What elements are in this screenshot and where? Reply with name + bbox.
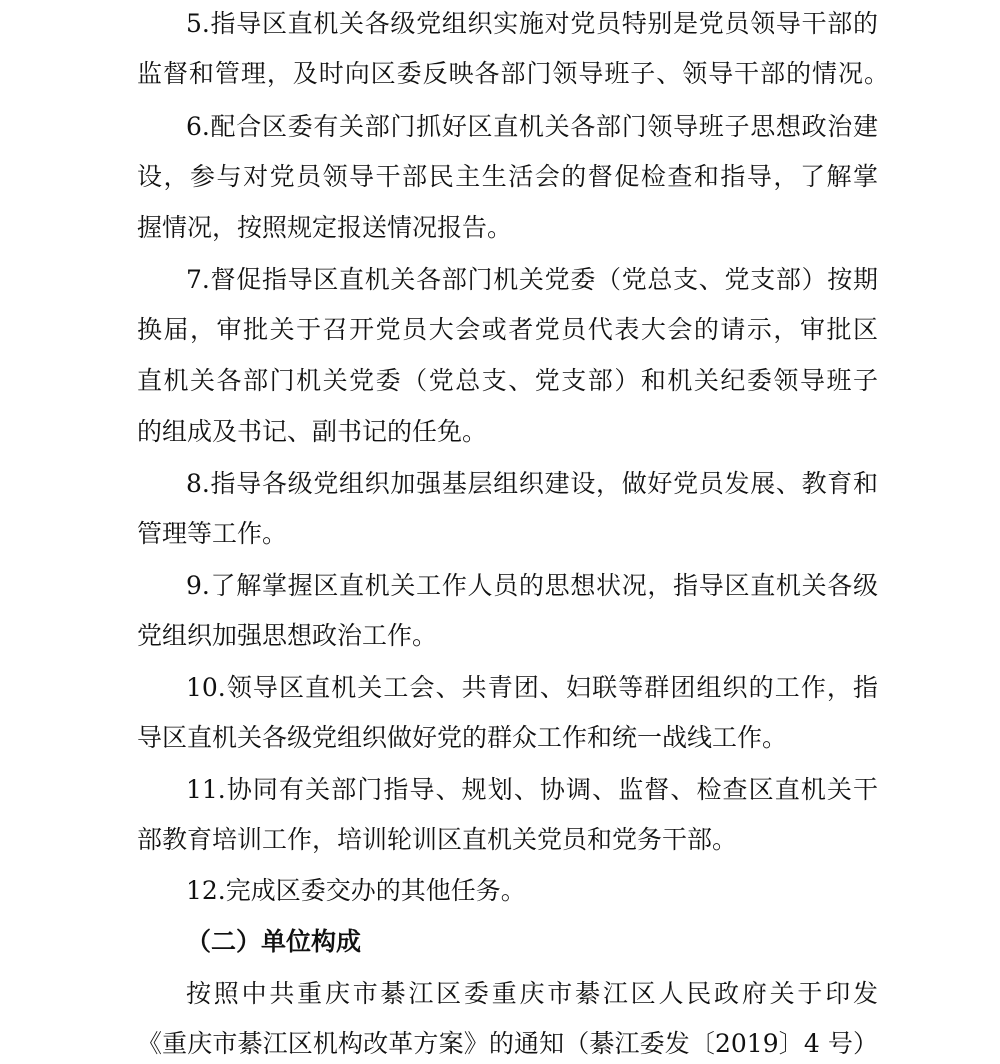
text-line: 监督和管理，及时向区委反映各部门领导班子、领导干部的情况。 — [137, 59, 889, 88]
text-line: 换届，审批关于召开党员大会或者党员代表大会的请示，审批区 — [137, 315, 878, 344]
text-line: 的组成及书记、副书记的任免。 — [137, 417, 488, 446]
text-line: 党组织加强思想政治工作。 — [137, 621, 438, 650]
text-line: 8.指导各级党组织加强基层组织建设，做好党员发展、教育和 — [186, 469, 878, 498]
text-line: 12.完成区委交办的其他任务。 — [186, 876, 526, 905]
text-line: 管理等工作。 — [137, 519, 288, 548]
text-line: 7.督促指导区直机关各部门机关党委（党总支、党支部）按期 — [186, 265, 878, 294]
text-line: 设，参与对党员领导干部民主生活会的督促检查和指导，了解掌 — [137, 162, 878, 191]
text-line: 导区直机关各级党组织做好党的群众工作和统一战线工作。 — [137, 723, 788, 752]
text-line: 握情况，按照规定报送情况报告。 — [137, 213, 513, 242]
section-heading: （二）单位构成 — [186, 927, 362, 956]
text-line: 11.协同有关部门指导、规划、协调、监督、检查区直机关干 — [186, 775, 878, 804]
text-line: 9.了解掌握区直机关工作人员的思想状况，指导区直机关各级 — [186, 571, 878, 600]
text-line: 6.配合区委有关部门抓好区直机关各部门领导班子思想政治建 — [186, 112, 878, 141]
text-line: 部教育培训工作，培训轮训区直机关党员和党务干部。 — [137, 825, 738, 854]
text-line: 10.领导区直机关工会、共青团、妇联等群团组织的工作，指 — [186, 673, 878, 702]
text-line: 《重庆市綦江区机构改革方案》的通知（綦江委发〔2019〕4 号） — [137, 1029, 878, 1058]
text-line: 直机关各部门机关党委（党总支、党支部）和机关纪委领导班子 — [137, 366, 878, 395]
text-line: 5.指导区直机关各级党组织实施对党员特别是党员领导干部的 — [186, 9, 878, 38]
text-line: 按照中共重庆市綦江区委重庆市綦江区人民政府关于印发 — [186, 979, 878, 1008]
